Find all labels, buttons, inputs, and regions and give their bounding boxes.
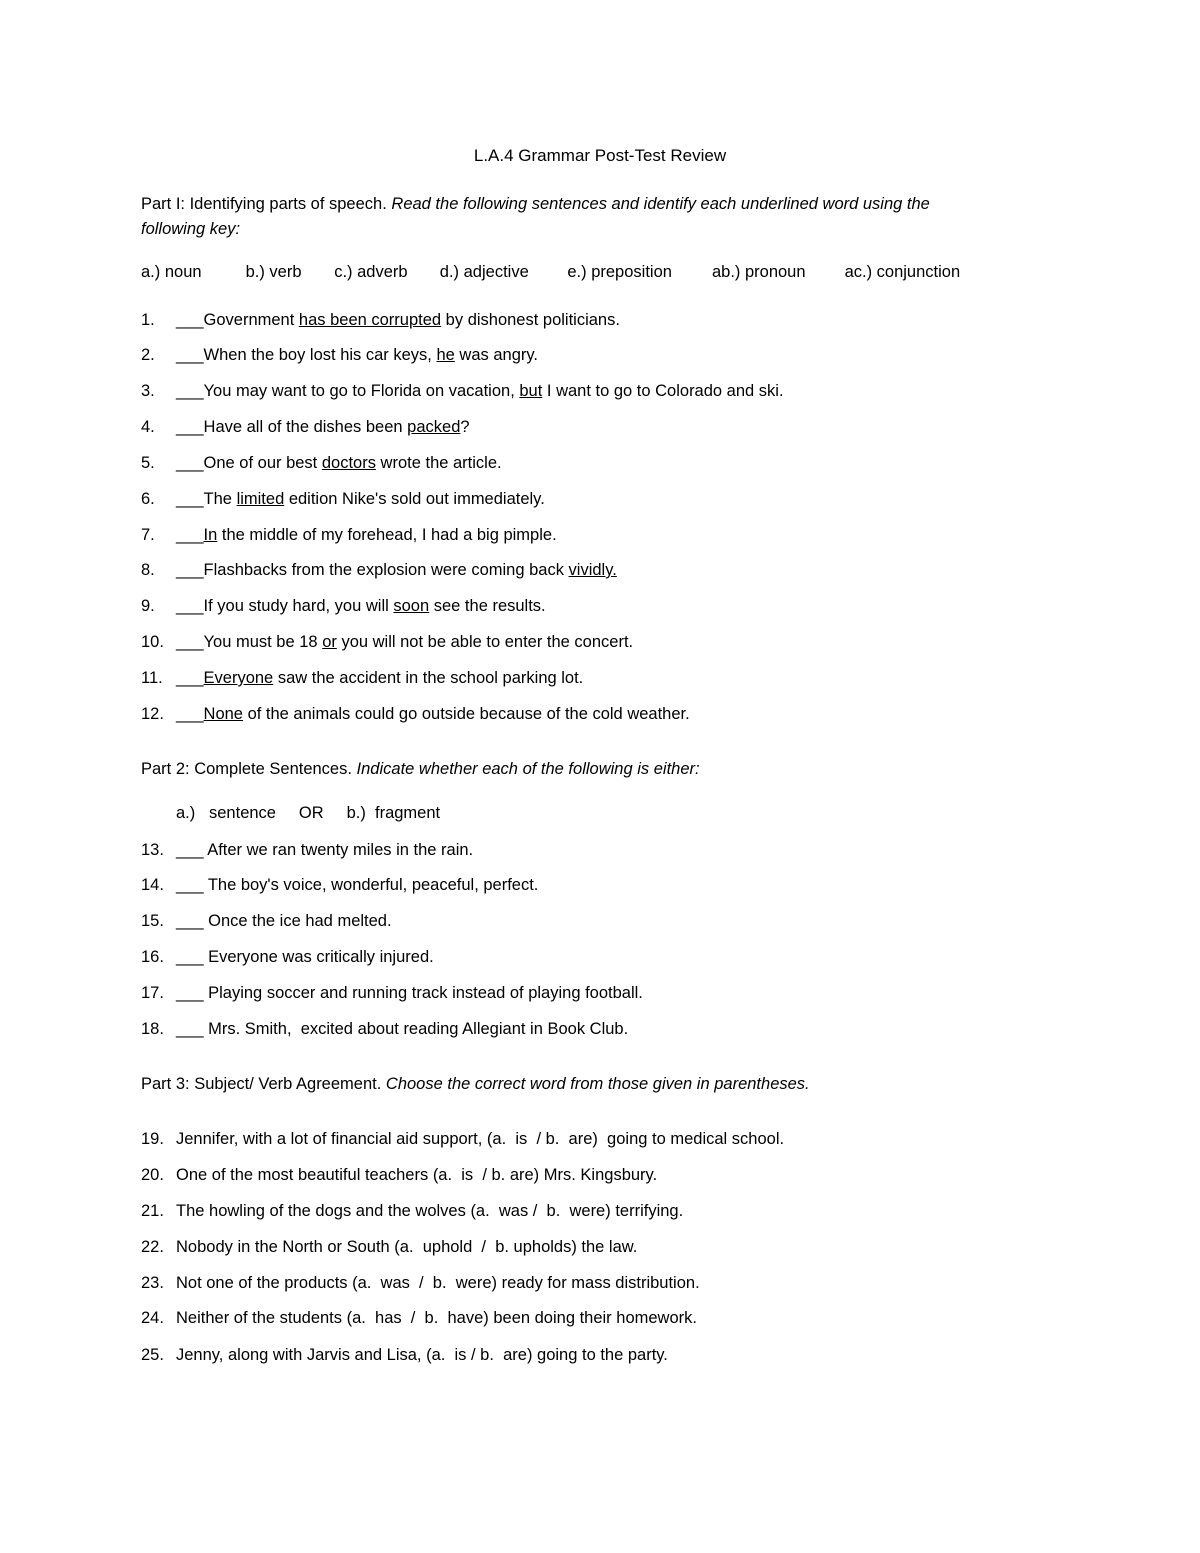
underlined-word: packed [407,418,461,436]
part1-heading: Part I: Identifying parts of speech. [141,195,387,213]
key-conjunction: ac.) conjunction [844,263,961,281]
part2-instructions: Indicate whether each of the following is either: [356,760,700,778]
underlined-word: limited [236,490,285,508]
list-item: 11. ___Everyone saw the accident in the school parking lot. [141,669,584,687]
answer-blank[interactable]: ___ [176,669,204,687]
key-noun: a.) noun [141,263,202,281]
answer-blank[interactable]: ___ [176,705,204,723]
key-adverb: c.) adverb [334,263,408,281]
answer-blank[interactable]: ___ [176,311,204,329]
answer-blank[interactable]: ___ [176,490,204,508]
underlined-word: In [203,526,218,544]
list-item: 2. ___When the boy lost his car keys, he was angry. [141,346,538,364]
list-item: 18. ___ Mrs. Smith, excited about reading Allegiant in Book Club. [141,1020,629,1038]
answer-blank[interactable]: ___ [176,346,204,364]
list-item: 4. ___Have all of the dishes been packed? [141,418,470,436]
answer-blank[interactable]: ___ [176,561,204,579]
part2-heading: Part 2: Complete Sentences. [141,760,352,778]
answer-blank[interactable]: ___ [176,382,204,400]
part3-heading-line [141,1074,810,1094]
underlined-word: but [519,382,543,400]
answer-blank[interactable]: ___ [176,454,204,472]
list-item: 10. ___You must be 18 or you will not be able to enter the concert. [141,633,634,651]
answer-blank[interactable]: ___ [176,633,204,651]
list-item: 1. ___Government has been corrupted by dishonest politicians. [141,311,620,329]
list-item: 9. ___If you study hard, you will soon see the results. [141,597,546,615]
list-item: 8. ___Flashbacks from the explosion were coming back vividly. [141,561,617,579]
document-title: L.A.4 Grammar Post-Test Review [473,146,727,165]
underlined-word: vividly. [568,561,617,579]
underlined-word: he [436,346,455,364]
list-item: 24. Neither of the students (a. has / b. have) been doing their homework. [141,1309,697,1327]
list-item: 14. ___ The boy's voice, wonderful, peaceful, perfect. [141,876,539,894]
part2-heading-line [141,759,700,779]
list-item: 12. ___None of the animals could go outside because of the cold weather. [141,705,690,723]
list-item: 16. ___ Everyone was critically injured. [141,948,434,966]
part1-instructions-cont: following key: [141,220,241,238]
part2-options: a.) sentence OR b.) fragment [176,804,441,822]
list-item: 20. One of the most beautiful teachers (a. is / b. are) Mrs. Kingsbury. [141,1166,658,1184]
part3-instructions: Choose the correct word from those given in parentheses. [385,1075,810,1093]
underlined-word: None [203,705,243,723]
list-item: 3. ___You may want to go to Florida on vacation, but I want to go to Colorado and ski. [141,382,784,400]
part1-key [141,262,960,282]
key-preposition: e.) preposition [567,263,672,281]
key-verb: b.) verb [245,263,302,281]
underlined-word: soon [393,597,430,615]
answer-blank[interactable]: ___ [176,418,204,436]
list-item: 15. ___ Once the ice had melted. [141,912,392,930]
part1-heading-line [141,194,930,214]
answer-blank[interactable]: ___ [176,526,204,544]
list-item: 22. Nobody in the North or South (a. uphold / b. upholds) the law. [141,1238,638,1256]
underlined-word: Everyone [203,669,274,687]
key-adjective: d.) adjective [439,263,529,281]
underlined-word: or [322,633,337,651]
part3-heading: Part 3: Subject/ Verb Agreement. [141,1075,382,1093]
list-item: 19. Jennifer, with a lot of financial aid support, (a. is / b. are) going to medical school. [141,1130,785,1148]
list-item: 17. ___ Playing soccer and running track instead of playing football. [141,984,643,1002]
answer-blank[interactable]: ___ [176,597,204,615]
list-item: 25. Jenny, along with Jarvis and Lisa, (a. is / b. are) going to the party. [141,1346,668,1364]
key-pronoun: ab.) pronoun [711,263,806,281]
underlined-word: doctors [321,454,376,472]
part1-instructions: Read the following sentences and identify each underlined word using the [391,195,930,213]
list-item: 6. ___The limited edition Nike's sold out immediately. [141,490,545,508]
list-item: 21. The howling of the dogs and the wolves (a. was / b. were) terrifying. [141,1202,684,1220]
list-item: 5. ___One of our best doctors wrote the article. [141,454,502,472]
underlined-word: has been corrupted [298,311,442,329]
list-item: 7. ___In the middle of my forehead, I had a big pimple. [141,526,557,544]
list-item: 23. Not one of the products (a. was / b. were) ready for mass distribution. [141,1274,700,1292]
list-item: 13. ___ After we ran twenty miles in the rain. [141,841,474,859]
